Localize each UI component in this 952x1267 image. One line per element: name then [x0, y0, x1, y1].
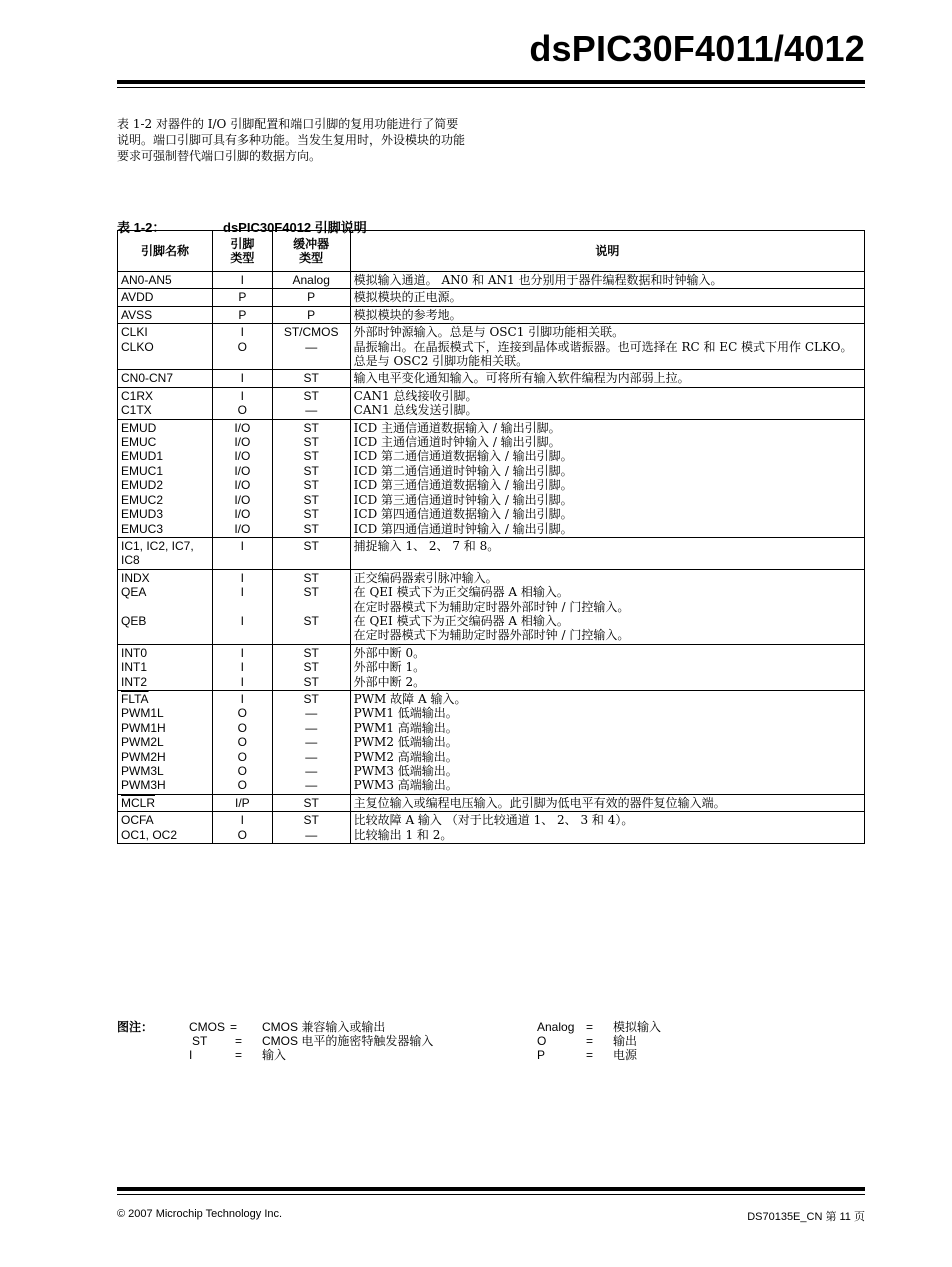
pin-name: QEB — [121, 613, 147, 628]
description-line: PWM3 低端输出。 — [353, 764, 458, 778]
footer-page-ref: DS70135E_CN 第 11 页 — [747, 1211, 865, 1223]
pin-type-cell — [212, 644, 272, 690]
buffer-type: ST — [303, 691, 319, 706]
pin-name: CLKI — [121, 325, 148, 340]
description-cell — [350, 644, 864, 690]
legend-key: O — [537, 1034, 547, 1048]
description-cell — [350, 306, 864, 323]
description-line: PWM2 高端输出。 — [353, 749, 458, 764]
intro-paragraph: 表 1-2 对器件的 I/O 引脚配置和端口引脚的复用功能进行了简要说明。端口引脚可具有多种功能。当发生复用时，外设模块的功能要求可强制替代端口引脚的数据方向。 — [117, 117, 466, 163]
pin-name-cell — [118, 690, 213, 794]
pin-name-cell — [118, 569, 213, 644]
buffer-type: ST — [303, 813, 319, 828]
pin-type-cell — [212, 569, 272, 644]
pin-type: I — [240, 813, 244, 828]
description-line: 在 QEI 模式下为正交编码器 A 相输入。 — [353, 585, 569, 600]
pin-type: P — [238, 290, 247, 305]
pin-name: EMUC3 — [121, 521, 164, 536]
description-line: 晶振输出。在晶振模式下，连接到晶体或谐振器。也可选择在 RC 和 EC 模式下用作 CLKO。 — [353, 339, 853, 354]
header-pin-name: 引脚名称 — [118, 231, 213, 272]
description-cell — [350, 419, 864, 537]
pin-type: I — [240, 325, 244, 340]
description-cell — [350, 690, 864, 794]
description-line: 外部时钟源输入。总是与 OSC1 引脚功能相关联。 — [353, 325, 625, 340]
legend-value: 输出 — [613, 1034, 638, 1048]
legend-value: CMOS 电平的施密特触发器输入 — [262, 1034, 434, 1048]
buffer-type: ST — [303, 435, 319, 450]
table-row — [118, 272, 865, 289]
pin-type: I/O — [234, 478, 251, 493]
buffer-type: P — [307, 290, 316, 305]
legend-eq: = — [586, 1034, 594, 1048]
description-line: PWM3 高端输出。 — [353, 778, 458, 793]
pin-type: O — [237, 827, 247, 842]
legend-key: ST — [192, 1034, 208, 1048]
buffer-type-cell — [272, 387, 350, 419]
buffer-type: ST — [303, 660, 319, 675]
description-line: 模拟输入通道。 AN0 和 AN1 也分别用于器件编程数据和时钟输入。 — [353, 273, 723, 287]
pin-type: I/O — [234, 521, 251, 536]
buffer-type-cell — [272, 812, 350, 844]
description-cell — [350, 370, 864, 387]
description-line: PWM1 高端输出。 — [353, 720, 458, 735]
pin-type-cell — [212, 272, 272, 289]
description-line: 外部中断 0。 — [353, 645, 426, 660]
pin-name: PWM2L — [121, 735, 164, 750]
buffer-type-cell — [272, 324, 350, 370]
description-line: 外部中断 2。 — [353, 674, 426, 689]
buffer-type — [276, 600, 347, 614]
pin-type: I — [240, 585, 244, 600]
description-line: ICD 第三通信通道时钟输入 / 输出引脚。 — [353, 492, 573, 507]
buffer-type: ST — [303, 507, 319, 522]
buffer-type-cell — [272, 569, 350, 644]
pin-name: EMUD1 — [121, 449, 164, 464]
description-line: 捕捉输入 1、 2、 7 和 8。 — [353, 538, 500, 553]
pin-type-cell — [212, 387, 272, 419]
pin-name-cell — [118, 370, 213, 387]
buffer-type: ST — [303, 449, 319, 464]
pin-name: EMUD2 — [121, 478, 164, 493]
description-line: 外部中断 1。 — [353, 660, 426, 675]
pin-name: MCLR — [121, 795, 156, 810]
legend-key: P — [537, 1048, 546, 1062]
pin-name: IC8 — [121, 553, 140, 568]
buffer-type: — — [305, 764, 318, 778]
description-line: ICD 第二通信通道时钟输入 / 输出引脚。 — [353, 463, 573, 478]
pin-name-cell — [118, 644, 213, 690]
pin-type: I/O — [234, 463, 251, 478]
table-row — [118, 289, 865, 306]
pin-name: PWM2H — [121, 749, 166, 764]
table-row — [118, 306, 865, 323]
pin-name — [121, 628, 209, 642]
description-line: ICD 第四通信通道时钟输入 / 输出引脚。 — [353, 521, 573, 536]
legend-key: Analog — [537, 1020, 575, 1034]
pin-type: I — [240, 273, 244, 287]
pin-name: PWM1L — [121, 706, 164, 721]
buffer-type: ST — [303, 645, 319, 660]
buffer-type-cell — [272, 794, 350, 811]
legend-value: 电源 — [613, 1048, 638, 1062]
buffer-type-cell — [272, 272, 350, 289]
pin-type-cell — [212, 289, 272, 306]
pin-name-cell — [118, 537, 213, 569]
table-row — [118, 537, 865, 569]
buffer-type-cell — [272, 537, 350, 569]
buffer-type: — — [305, 720, 318, 735]
buffer-type: — — [305, 339, 318, 354]
pin-type-cell — [212, 419, 272, 537]
legend-label: 图注： — [117, 1020, 154, 1034]
buffer-type-cell — [272, 690, 350, 794]
pin-name-cell — [118, 419, 213, 537]
pin-type-cell — [212, 306, 272, 323]
description-line: CAN1 总线接收引脚。 — [353, 388, 478, 403]
buffer-type: ST — [303, 420, 319, 435]
header-description: 说明 — [350, 231, 864, 272]
pin-name: EMUD — [121, 420, 157, 435]
description-line: ICD 第二通信通道数据输入 / 输出引脚。 — [353, 449, 573, 464]
description-line: 比较故障 A 输入 （对于比较通道 1、 2、 3 和 4）。 — [353, 813, 634, 828]
buffer-type: ST — [303, 570, 319, 585]
pin-name: OC1, OC2 — [121, 827, 178, 842]
description-line: 比较输出 1 和 2。 — [353, 827, 453, 842]
pin-name: PWM1H — [121, 720, 166, 735]
description-line: PWM1 低端输出。 — [353, 706, 458, 721]
pin-name: CLKO — [121, 339, 154, 354]
description-line: CAN1 总线发送引脚。 — [353, 403, 478, 418]
buffer-type: Analog — [292, 273, 330, 287]
description-line: 在定时器模式下为辅助定时器外部时钟 / 门控输入。 — [353, 628, 630, 643]
pin-type: I — [240, 660, 244, 675]
description-line: ICD 第四通信通道数据输入 / 输出引脚。 — [353, 507, 573, 522]
table-row — [118, 812, 865, 844]
pin-name: INT2 — [121, 674, 148, 689]
header-rule — [117, 80, 865, 84]
pin-name: OCFA — [121, 813, 154, 828]
table-caption-title: dsPIC30F4012 引脚说明 — [223, 220, 367, 235]
legend — [117, 1020, 865, 1070]
pin-name-cell — [118, 306, 213, 323]
description-cell — [350, 324, 864, 370]
legend-key: I — [189, 1048, 193, 1062]
pin-type: O — [237, 735, 247, 750]
table-row — [118, 690, 865, 794]
pin-type: O — [237, 706, 247, 721]
legend-eq: = — [230, 1020, 238, 1034]
pin-type — [216, 600, 269, 614]
description-cell — [350, 537, 864, 569]
buffer-type-cell — [272, 370, 350, 387]
pin-type: I — [240, 538, 244, 553]
pin-name: IC1, IC2, IC7, — [121, 538, 194, 553]
pin-name: CN0-CN7 — [121, 371, 174, 386]
description-line: 在定时器模式下为辅助定时器外部时钟 / 门控输入。 — [353, 599, 630, 614]
pin-type: I/O — [234, 507, 251, 522]
pin-name: FLTA — [121, 691, 149, 706]
buffer-type: ST — [303, 674, 319, 689]
pin-type: O — [237, 749, 247, 764]
buffer-type: ST — [303, 492, 319, 507]
pin-type: I — [240, 371, 244, 386]
legend-value: 模拟输入 — [613, 1020, 662, 1034]
description-line: PWM 故障 A 输入。 — [353, 691, 467, 706]
table-row — [118, 644, 865, 690]
table-row — [118, 569, 865, 644]
footer-copyright: © 2007 Microchip Technology Inc. — [117, 1208, 283, 1220]
legend-eq: = — [235, 1034, 243, 1048]
legend-eq: = — [586, 1020, 594, 1034]
pin-name: INT1 — [121, 660, 148, 675]
table-row — [118, 370, 865, 387]
header-buffer-type: 缓冲器 类型 — [272, 231, 350, 272]
pin-name-cell — [118, 272, 213, 289]
footer-rule — [117, 1187, 865, 1191]
pin-type-cell — [212, 370, 272, 387]
description-cell — [350, 812, 864, 844]
description-line: 输入电平变化通知输入。可将所有输入软件编程为内部弱上拉。 — [353, 371, 690, 386]
description-cell — [350, 272, 864, 289]
pin-name-cell — [118, 289, 213, 306]
pin-type: I/O — [234, 449, 251, 464]
buffer-type-cell — [272, 306, 350, 323]
pin-name: C1TX — [121, 403, 152, 418]
pin-type: O — [237, 778, 247, 793]
legend-eq: = — [235, 1048, 243, 1062]
header-rule-thin — [117, 87, 865, 88]
pin-type: I — [240, 691, 244, 706]
buffer-type-cell — [272, 419, 350, 537]
buffer-type: ST — [303, 613, 319, 628]
buffer-type: ST — [303, 521, 319, 536]
table-row — [118, 794, 865, 811]
pin-name: EMUC2 — [121, 492, 164, 507]
pin-name: AVDD — [121, 290, 154, 305]
pin-type — [216, 628, 269, 642]
buffer-type: — — [305, 778, 318, 793]
pin-name-cell — [118, 812, 213, 844]
description-cell — [350, 289, 864, 306]
header-pin-type: 引脚 类型 — [212, 231, 272, 272]
description-line: 正交编码器索引脉冲输入。 — [353, 570, 498, 585]
pin-name: AN0-AN5 — [121, 273, 172, 287]
pin-type: I/P — [234, 795, 250, 810]
footer-rule-thin — [117, 1194, 865, 1195]
description-cell — [350, 387, 864, 419]
buffer-type: — — [305, 827, 318, 842]
pin-type: O — [237, 403, 247, 418]
pin-type: I — [240, 388, 244, 403]
pin-name: PWM3H — [121, 778, 166, 793]
pin-name: EMUC1 — [121, 463, 164, 478]
pin-type: I — [240, 674, 244, 689]
description-line: 在 QEI 模式下为正交编码器 A 相输入。 — [353, 613, 569, 628]
pin-type-cell — [212, 690, 272, 794]
pin-name: AVSS — [121, 307, 153, 322]
pin-type: I/O — [234, 420, 251, 435]
buffer-type: ST — [303, 371, 319, 386]
buffer-type: — — [305, 706, 318, 721]
pin-type: O — [237, 339, 247, 354]
pin-name: C1RX — [121, 388, 154, 403]
buffer-type-cell — [272, 644, 350, 690]
pin-type: P — [238, 307, 247, 322]
table-row — [118, 419, 865, 537]
buffer-type: — — [305, 749, 318, 764]
description-line: ICD 第三通信通道数据输入 / 输出引脚。 — [353, 478, 573, 493]
pin-type-cell — [212, 794, 272, 811]
buffer-type: P — [307, 307, 316, 322]
pin-name: INDX — [121, 570, 150, 585]
table-caption-number: 表 1-2： — [117, 220, 166, 235]
pin-type-cell — [212, 537, 272, 569]
buffer-type: — — [305, 403, 318, 418]
pin-description-table — [117, 230, 865, 844]
buffer-type: ST — [303, 463, 319, 478]
buffer-type: ST — [303, 585, 319, 600]
buffer-type: ST — [303, 478, 319, 493]
buffer-type — [276, 628, 347, 642]
buffer-type: ST — [303, 388, 319, 403]
description-line: 主复位输入或编程电压输入。此引脚为低电平有效的器件复位输入端。 — [353, 795, 726, 810]
description-line: ICD 主通信通道数据输入 / 输出引脚。 — [353, 420, 561, 435]
legend-value: CMOS 兼容输入或输出 — [262, 1020, 386, 1034]
pin-name-cell — [118, 794, 213, 811]
pin-name: EMUC — [121, 435, 157, 450]
description-line: 模拟模块的正电源。 — [353, 290, 462, 305]
pin-type: I/O — [234, 492, 251, 507]
pin-name — [121, 600, 209, 614]
description-line: PWM2 低端输出。 — [353, 735, 458, 750]
buffer-type: ST — [303, 538, 319, 553]
description-cell — [350, 569, 864, 644]
buffer-type: ST/CMOS — [283, 325, 339, 340]
buffer-type: — — [305, 735, 318, 750]
pin-name: INT0 — [121, 645, 148, 660]
pin-name: PWM3L — [121, 764, 164, 778]
legend-value: 输入 — [262, 1048, 287, 1062]
description-line: 模拟模块的参考地。 — [353, 307, 462, 322]
table-row — [118, 387, 865, 419]
description-line: 总是与 OSC2 引脚功能相关联。 — [353, 354, 529, 369]
pin-name: EMUD3 — [121, 507, 164, 522]
pin-type: O — [237, 720, 247, 735]
description-cell — [350, 794, 864, 811]
legend-eq: = — [586, 1048, 594, 1062]
pin-name-cell — [118, 324, 213, 370]
pin-type-cell — [212, 324, 272, 370]
buffer-type: ST — [303, 795, 319, 810]
pin-type: O — [237, 764, 247, 778]
table-header-row — [118, 231, 865, 272]
pin-name: QEA — [121, 585, 147, 600]
table-row — [118, 324, 865, 370]
pin-type: I — [240, 645, 244, 660]
description-line: ICD 主通信通道时钟输入 / 输出引脚。 — [353, 435, 561, 450]
pin-type: I/O — [234, 435, 251, 450]
pin-type: I — [240, 613, 244, 628]
document-title: dsPIC30F4011/4012 — [529, 28, 865, 69]
pin-type: I — [240, 570, 244, 585]
buffer-type-cell — [272, 289, 350, 306]
pin-type-cell — [212, 812, 272, 844]
legend-key: CMOS — [189, 1020, 225, 1034]
pin-name-cell — [118, 387, 213, 419]
